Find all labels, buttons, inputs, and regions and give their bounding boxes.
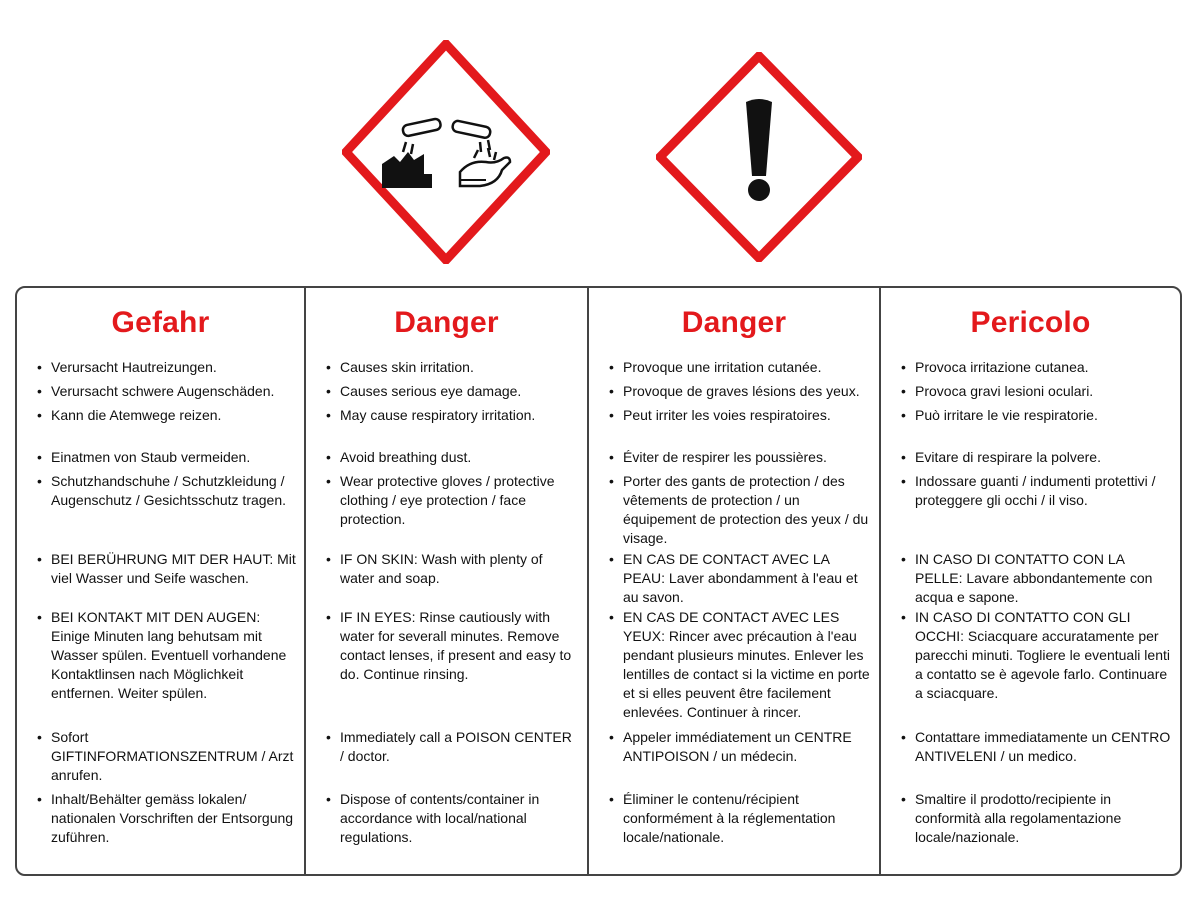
statement-item: • May cause respiratory irritation. — [326, 406, 579, 425]
statement-item: • Sofort GIFTINFORMATIONSZENTRUM / Arzt anrufen. — [37, 728, 296, 785]
statement-item: • IF IN EYES: Rinse cautiously with water for severall minutes. Remove contact lenses, if present and easy to do. Continue rinsing. — [326, 608, 579, 684]
statement-item: • Immediately call a POISON CENTER / doctor. — [326, 728, 579, 766]
statement-item: • IN CASO DI CONTATTO CON LA PELLE: Lavare abbondantemente con acqua e sapone. — [901, 550, 1172, 607]
statement-item: • Wear protective gloves / protective clothing / eye protection / face protection. — [326, 472, 579, 529]
statement-item: • Provoque une irritation cutanée. — [609, 358, 871, 377]
statement-item: • Indossare guanti / indumenti protettivi / proteggere gli occhi / il viso. — [901, 472, 1172, 510]
statement-item: • Peut irriter les voies respiratoires. — [609, 406, 871, 425]
statement-item: • Schutzhandschuhe / Schutzkleidung / Augenschutz / Gesichtsschutz tragen. — [37, 472, 296, 510]
statement-item: • IF ON SKIN: Wash with plenty of water and soap. — [326, 550, 579, 588]
signal-word-english: Danger — [394, 306, 499, 339]
statement-item: • EN CAS DE CONTACT AVEC LA PEAU: Laver abondamment à l'eau et au savon. — [609, 550, 871, 607]
statement-item: • Porter des gants de protection / des vêtements de protection / un équipement de protection des yeux / du visage. — [609, 472, 871, 548]
column-italian — [879, 288, 1180, 874]
exclamation-mark-pictogram-icon — [656, 52, 862, 262]
statement-item: • Provoca irritazione cutanea. — [901, 358, 1172, 377]
statement-item: • Éviter de respirer les poussières. — [609, 448, 871, 467]
statement-item: • Éliminer le contenu/récipient conformément à la réglementation locale/nationale. — [609, 790, 871, 847]
statement-item: • Causes skin irritation. — [326, 358, 579, 377]
statement-item: • Kann die Atemwege reizen. — [37, 406, 296, 425]
statement-item: • Provoque de graves lésions des yeux. — [609, 382, 871, 401]
statement-item: • Smaltire il prodotto/recipiente in conformità alla regolamentazione locale/nazionale. — [901, 790, 1172, 847]
column-english — [304, 288, 587, 874]
statement-item: • Appeler immédiatement un CENTRE ANTIPOISON / un médecin. — [609, 728, 871, 766]
statement-item: • Einatmen von Staub vermeiden. — [37, 448, 296, 467]
statement-item: • Avoid breathing dust. — [326, 448, 579, 467]
statement-item: • Provoca gravi lesioni oculari. — [901, 382, 1172, 401]
statement-item: • EN CAS DE CONTACT AVEC LES YEUX: Rincer avec précaution à l'eau pendant plusieurs minutes. Enlever les lentilles de contact si la victime en porte et si elles peuvent être facilement enlevées. Continuer à rincer. — [609, 608, 871, 722]
statement-item: • Verursacht schwere Augenschäden. — [37, 382, 296, 401]
statement-item: • Inhalt/Behälter gemäss lokalen/ nationalen Vorschriften der Entsorgung zuführen. — [37, 790, 296, 847]
statement-item: • Verursacht Hautreizungen. — [37, 358, 296, 377]
signal-word-french: Danger — [681, 306, 787, 339]
statement-item: • Può irritare le vie respiratorie. — [901, 406, 1172, 425]
column-german — [17, 288, 304, 874]
statement-item: • Dispose of contents/container in accordance with local/national regulations. — [326, 790, 579, 847]
column-french — [587, 288, 879, 874]
pictogram-area — [0, 0, 1200, 280]
statement-item: • Contattare immediatamente un CENTRO ANTIVELENI / un medico. — [901, 728, 1172, 766]
corrosion-pictogram-icon — [342, 40, 550, 264]
signal-word-german: Gefahr — [111, 306, 210, 339]
hazard-label-table — [15, 286, 1182, 876]
statement-item: • BEI BERÜHRUNG MIT DER HAUT: Mit viel Wasser und Seife waschen. — [37, 550, 296, 588]
statement-item: • BEI KONTAKT MIT DEN AUGEN: Einige Minuten lang behutsam mit Wasser spülen. Eventuell vorhandene Kontaktlinsen nach Möglichkeit entfernen. Weiter spülen. — [37, 608, 296, 703]
signal-word-italian: Pericolo — [970, 306, 1091, 339]
statement-item: • Evitare di respirare la polvere. — [901, 448, 1172, 467]
statement-item: • IN CASO DI CONTATTO CON GLI OCCHI: Sciacquare accuratamente per parecchi minuti. Togliere le eventuali lenti a contatto se è agevole farlo. Continuare a sciacquare. — [901, 608, 1172, 703]
statement-item: • Causes serious eye damage. — [326, 382, 579, 401]
